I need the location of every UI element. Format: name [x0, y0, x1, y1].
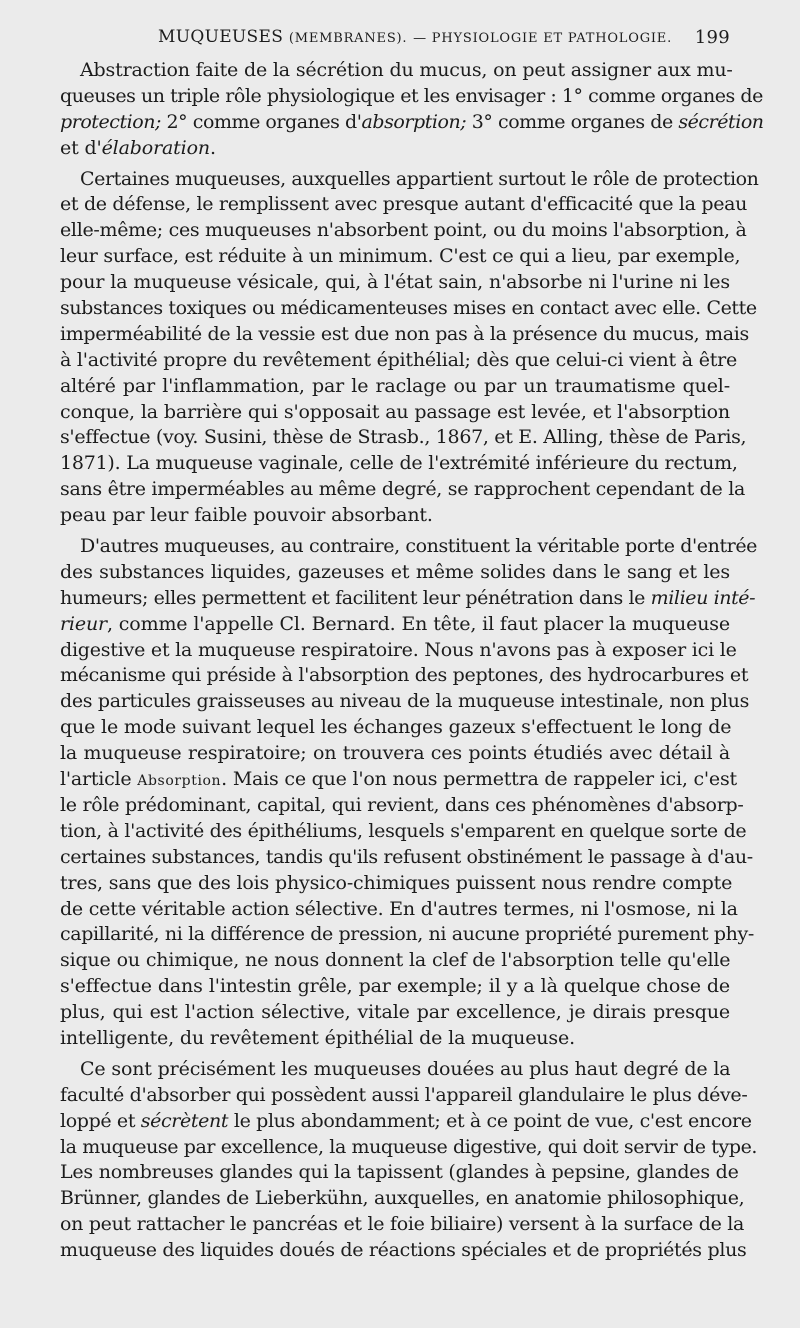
text-line: mécanisme qui préside à l'absorption des peptones, des hydrocarbures et [60, 664, 749, 687]
text-line: plus, qui est l'action sélective, vitale par excellence, je dirais presque [60, 1001, 730, 1024]
text-line: on peut rattacher le pancréas et le foie biliaire) versent à la surface de la [60, 1213, 745, 1236]
text-line: des substances liquides, gazeuses et même solides dans le sang et les [60, 560, 730, 583]
text-line: digestive et la muqueuse respiratoire. Nous n'avons pas à exposer ici le [60, 638, 737, 661]
text-line: substances toxiques ou médicamenteuses mises en contact avec elle. Cette [60, 297, 757, 320]
text-line: protection; 2° comme organes d'absorption; 3° comme organes de sécrétion [60, 110, 764, 133]
paragraph-protection [60, 167, 759, 529]
text-line: intelligente, du revêtement épithélial de la muqueuse. [60, 1026, 575, 1049]
text-line: et d'élaboration. [60, 136, 216, 159]
text-line: muqueuse des liquides doués de réactions spéciales et de propriétés plus [60, 1239, 747, 1262]
text-line: et de défense, le remplissent avec presque autant d'efficacité que la peau [60, 193, 748, 216]
text-line: que le mode suivant lequel les échanges gazeux s'effectuent le long de [60, 716, 732, 739]
paragraph-secretion [60, 1057, 758, 1264]
text-line: l'article Absorption. Mais ce que l'on nous permettra de rappeler ici, c'est [60, 768, 737, 791]
text-line: Certaines muqueuses, auxquelles appartient surtout le rôle de protection [80, 167, 759, 190]
text-line: la muqueuse par excellence, la muqueuse digestive, qui doit servir de type. [60, 1135, 758, 1158]
text-line: Ce sont précisément les muqueuses douées au plus haut degré de la [80, 1057, 731, 1080]
paragraph-absorption [60, 534, 758, 1052]
text-line: des particules graisseuses au niveau de la muqueuse intestinale, non plus [60, 690, 749, 713]
text-line: le rôle prédominant, capital, qui revient, dans ces phénomènes d'absorp- [60, 793, 744, 816]
text-line: loppé et sécrètent le plus abondamment; et à ce point de vue, c'est encore [60, 1109, 752, 1132]
text-line: Les nombreuses glandes qui la tapissent (glandes à pepsine, glandes de [60, 1161, 739, 1184]
running-title: MUQUEUSES (MEMBRANES). — PHYSIOLOGIE ET PATHOLOGIE. [158, 27, 673, 47]
page-number: 199 [694, 27, 730, 48]
text-line: queuses un triple rôle physiologique et les envisager : 1° comme organes de [60, 84, 763, 107]
text-line: à l'activité propre du revêtement épithélial; dès que celui-ci vient à être [60, 348, 738, 371]
body-text [60, 58, 764, 1264]
text-line: imperméabilité de la vessie est due non pas à la présence du mucus, mais [60, 322, 749, 345]
text-line: leur surface, est réduite à un minimum. C'est ce qui a lieu, par exemple, [60, 245, 741, 268]
text-line: capillarité, ni la différence de pression, ni aucune propriété purement phy- [60, 923, 754, 946]
text-line: tion, à l'activité des épithéliums, lesquels s'emparent en quelque sorte de [60, 819, 747, 842]
text-line: s'effectue dans l'intestin grêle, par exemple; il y a là quelque chose de [60, 975, 730, 998]
text-line: humeurs; elles permettent et facilitent leur pénétration dans le milieu inté- [60, 586, 756, 609]
text-line: tres, sans que des lois physico-chimiques puissent nous rendre compte [60, 871, 733, 894]
text-line: D'autres muqueuses, au contraire, constituent la véritable porte d'entrée [80, 535, 758, 558]
text-line: pour la muqueuse vésicale, qui, à l'état sain, n'absorbe ni l'urine ni les [60, 271, 730, 294]
text-line: 1871). La muqueuse vaginale, celle de l'extrémité inférieure du rectum, [60, 452, 738, 475]
text-line: Brünner, glandes de Lieberkühn, auxquelles, en anatomie philosophique, [60, 1187, 745, 1210]
running-header [60, 27, 730, 51]
text-line: sans être imperméables au même degré, se rapprochent cependant de la [60, 478, 746, 501]
text-line: faculté d'absorber qui possèdent aussi l'appareil glandulaire le plus déve- [60, 1083, 748, 1106]
text-line: s'effectue (voy. Susini, thèse de Strasb., 1867, et E. Alling, thèse de Paris, [60, 426, 747, 449]
text-line: Abstraction faite de la sécrétion du mucus, on peut assigner aux mu- [80, 59, 733, 81]
text-line: rieur, comme l'appelle Cl. Bernard. En tête, il faut placer la muqueuse [60, 612, 730, 635]
text-line: conque, la barrière qui s'opposait au passage est levée, et l'absorption [60, 400, 730, 423]
text-line: peau par leur faible pouvoir absorbant. [60, 504, 433, 527]
text-line: elle-même; ces muqueuses n'absorbent point, ou du moins l'absorption, à [60, 219, 747, 242]
paragraph-roles [60, 58, 764, 162]
text-line: la muqueuse respiratoire; on trouvera ces points étudiés avec détail à [60, 742, 730, 765]
text-line: sique ou chimique, ne nous donnent la clef de l'absorption telle qu'elle [60, 949, 731, 972]
text-line: de cette véritable action sélective. En d'autres termes, ni l'osmose, ni la [60, 897, 738, 920]
text-line: altéré par l'inflammation, par le raclage ou par un traumatisme quel- [60, 374, 730, 397]
text-line: certaines substances, tandis qu'ils refusent obstinément le passage à d'au- [60, 845, 753, 868]
